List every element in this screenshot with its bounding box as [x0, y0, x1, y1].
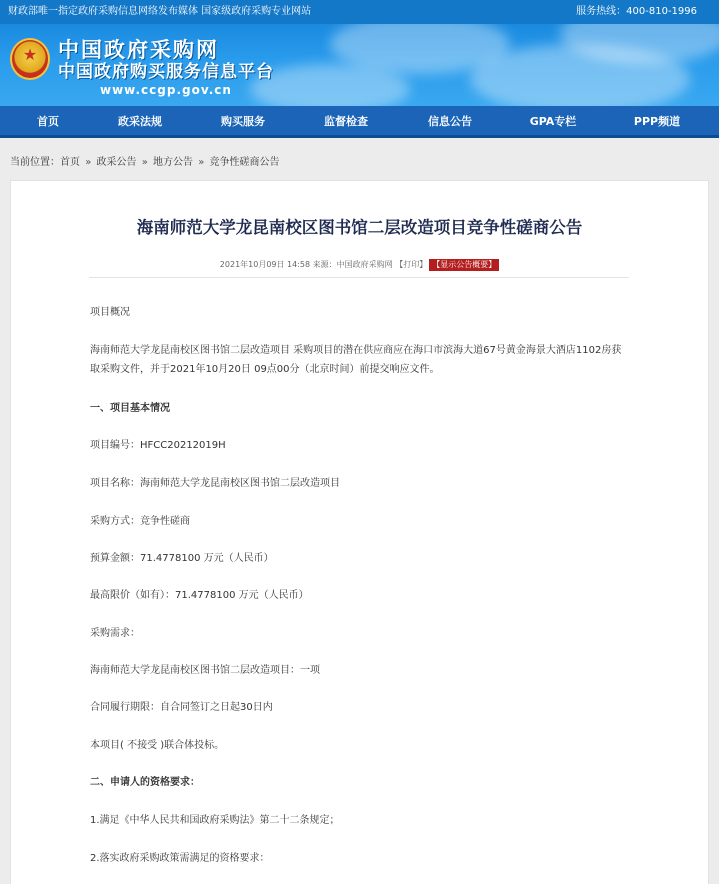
para-project-number: 项目编号：HFCC20212019H [90, 440, 226, 451]
breadcrumb-separator: » [141, 157, 148, 168]
para-overview-heading: 项目概况 [90, 307, 130, 318]
para-consortium: 本项目( 不接受 )联合体投标。 [90, 740, 225, 751]
nav-item-supervision[interactable]: 监督检查 [324, 115, 368, 128]
title-divider [89, 277, 629, 278]
article-meta [11, 259, 708, 271]
nav-item-gpa[interactable]: GPA专栏 [529, 115, 577, 128]
site-url: www.ccgp.gov.cn [100, 83, 232, 97]
para-qualification-1: 1.满足《中华人民共和国政府采购法》第二十二条规定； [90, 815, 340, 826]
breadcrumb [10, 156, 280, 170]
article-title: 海南师范大学龙昆南校区图书馆二层改造项目竞争性磋商公告 [136, 218, 583, 237]
para-contract-period: 合同履行期限：自合同签订之日起30日内 [90, 702, 273, 713]
para-overview-text: 海南师范大学龙昆南校区图书馆二层改造项目 采购项目的潜在供应商应在海口市滨海大道67号黄金海景大酒店1102房获取采购文件，并于2021年10月20日 09点00分（北京时间）前提交响应文件。 [90, 345, 622, 375]
para-budget: 预算金额：71.4778100 万元（人民币） [90, 553, 274, 564]
nav-item-announcements[interactable]: 信息公告 [428, 115, 472, 128]
breadcrumb-local-announcements[interactable]: 地方公告 [153, 157, 193, 168]
nav-item-ppp[interactable]: PPP频道 [633, 115, 681, 128]
breadcrumb-separator: » [198, 157, 205, 168]
header-banner [0, 24, 719, 106]
main-nav [0, 106, 719, 138]
para-section-2-heading: 二、申请人的资格要求： [90, 777, 200, 788]
para-section-1-heading: 一、项目基本情况 [90, 403, 170, 414]
para-procurement-method: 采购方式：竞争性磋商 [90, 516, 190, 527]
breadcrumb-separator: » [85, 157, 92, 168]
nav-item-purchase-service[interactable]: 购买服务 [221, 115, 265, 128]
para-qualification-2: 2.落实政府采购政策需满足的资格要求： [90, 853, 270, 864]
site-slogan: 财政部唯一指定政府采购信息网络发布媒体 国家级政府采购专业网站 [8, 6, 312, 17]
show-summary-button[interactable]: 【显示公告概要】 [429, 259, 499, 271]
top-info-bar [0, 0, 719, 24]
breadcrumb-label: 当前位置： [10, 157, 60, 168]
national-emblem-icon: ★ [10, 38, 50, 80]
para-requirement-item: 海南师范大学龙昆南校区图书馆二层改造项目：一项 [90, 665, 320, 676]
para-requirements-label: 采购需求： [90, 628, 140, 639]
para-project-name: 项目名称：海南师范大学龙昆南校区图书馆二层改造项目 [90, 478, 340, 489]
breadcrumb-current-category[interactable]: 竞争性磋商公告 [209, 157, 280, 168]
breadcrumb-home[interactable]: 首页 [60, 157, 80, 168]
site-subtitle: 中国政府购买服务信息平台 [58, 62, 274, 82]
nav-item-home[interactable]: 首页 [37, 115, 59, 128]
service-hotline: 服务热线：400-810-1996 [576, 6, 697, 17]
para-max-price: 最高限价（如有）：71.4778100 万元（人民币） [90, 590, 309, 601]
nav-item-regulations[interactable]: 政采法规 [118, 115, 162, 128]
article-container [10, 180, 709, 884]
site-title[interactable]: 中国政府采购网 [58, 38, 219, 62]
article-meta-text: 2021年10月09日 14:58 来源：中国政府采购网 【打印】 [219, 260, 428, 269]
breadcrumb-procurement-announcements[interactable]: 政采公告 [96, 157, 137, 168]
